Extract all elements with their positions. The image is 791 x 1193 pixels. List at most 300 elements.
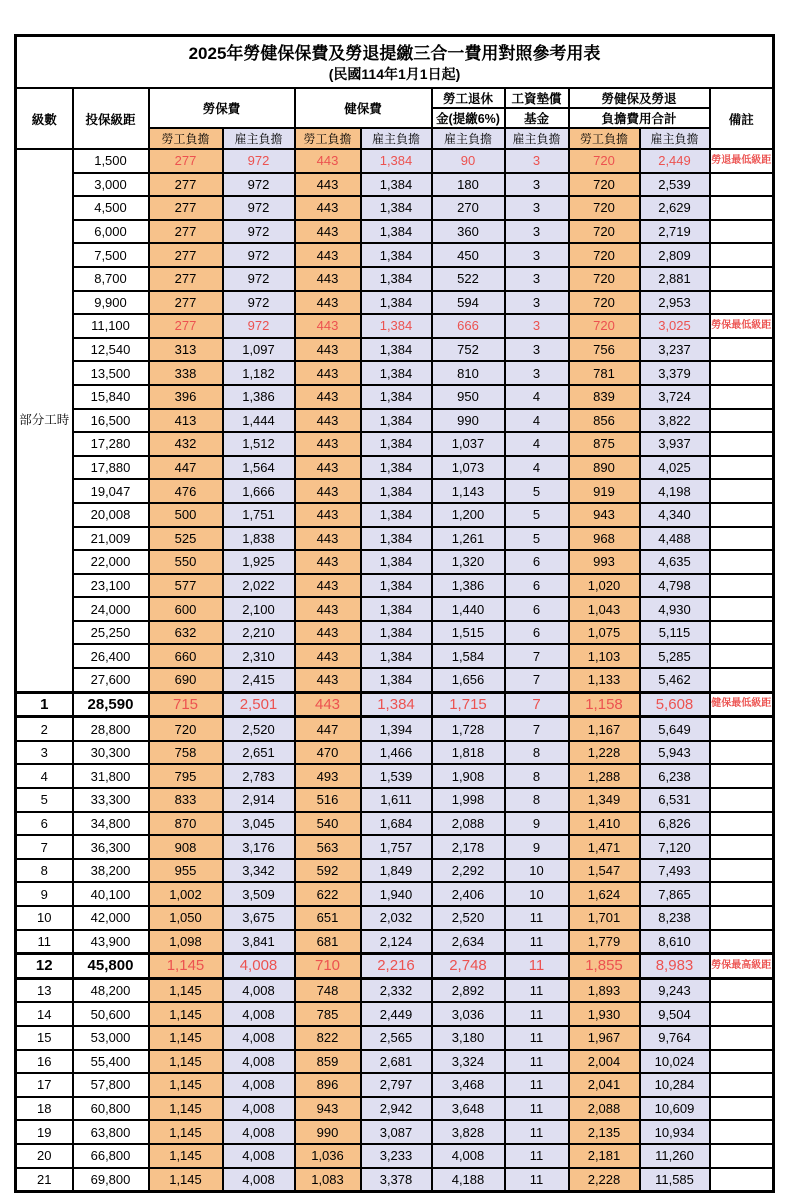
cell-total-employee: 1,701	[569, 906, 640, 930]
premium-comparison-table	[14, 34, 775, 1193]
cell-salary-bracket: 15,840	[73, 385, 149, 409]
cell-labor-fee-employee: 277	[149, 243, 223, 267]
cell-pension-employer: 2,634	[432, 930, 505, 954]
cell-labor-fee-employer: 1,751	[223, 503, 295, 527]
cell-total-employee: 720	[569, 149, 640, 173]
cell-labor-fee-employer: 972	[223, 243, 295, 267]
cell-remark	[710, 527, 774, 551]
cell-labor-fee-employer: 3,841	[223, 930, 295, 954]
page-title: 2025年勞健保保費及勞退提繳三合一費用對照參考用表	[188, 43, 601, 63]
cell-labor-fee-employee: 955	[149, 859, 223, 883]
cell-total-employer: 3,724	[640, 385, 710, 409]
cell-remark: 勞退最低級距	[710, 149, 774, 173]
cell-remark	[710, 1002, 774, 1026]
cell-labor-fee-employee: 1,145	[149, 1097, 223, 1121]
table-row	[16, 479, 774, 503]
cell-total-employer: 3,822	[640, 409, 710, 433]
table-row	[16, 409, 774, 433]
cell-labor-fee-employee: 525	[149, 527, 223, 551]
col-header-salary: 投保級距	[73, 88, 149, 149]
cell-labor-fee-employer: 1,564	[223, 456, 295, 480]
cell-labor-fee-employee: 550	[149, 550, 223, 574]
cell-total-employee: 2,228	[569, 1168, 640, 1192]
cell-total-employer: 5,285	[640, 644, 710, 668]
cell-total-employee: 720	[569, 291, 640, 315]
cell-salary-bracket: 45,800	[73, 954, 149, 979]
table-row	[16, 338, 774, 362]
cell-remark: 勞保最高級距	[710, 954, 774, 979]
cell-wage-fund-employer: 11	[505, 1026, 569, 1050]
cell-labor-fee-employer: 972	[223, 220, 295, 244]
cell-total-employer: 5,608	[640, 692, 710, 717]
cell-wage-fund-employer: 3	[505, 173, 569, 197]
cell-wage-fund-employer: 4	[505, 432, 569, 456]
cell-pension-employer: 1,261	[432, 527, 505, 551]
cell-salary-bracket: 34,800	[73, 812, 149, 836]
cell-wage-fund-employer: 11	[505, 1168, 569, 1192]
cell-pension-employer: 1,143	[432, 479, 505, 503]
cell-labor-fee-employee: 577	[149, 574, 223, 598]
cell-level: 13	[16, 978, 73, 1002]
cell-total-employer: 2,629	[640, 196, 710, 220]
cell-health-fee-employee: 681	[295, 930, 361, 954]
cell-total-employer: 7,120	[640, 835, 710, 859]
cell-pension-employer: 594	[432, 291, 505, 315]
cell-remark	[710, 291, 774, 315]
cell-total-employer: 3,937	[640, 432, 710, 456]
cell-health-fee-employer: 1,394	[361, 717, 432, 741]
table-row	[16, 741, 774, 765]
cell-total-employee: 720	[569, 196, 640, 220]
subheader-labor-employee: 勞工負擔	[149, 128, 223, 149]
cell-labor-fee-employee: 1,145	[149, 1120, 223, 1144]
cell-pension-employer: 3,468	[432, 1073, 505, 1097]
table-row	[16, 1026, 774, 1050]
cell-health-fee-employee: 859	[295, 1050, 361, 1074]
cell-health-fee-employee: 443	[295, 692, 361, 717]
cell-salary-bracket: 50,600	[73, 1002, 149, 1026]
subheader-pension-employer: 雇主負擔	[432, 128, 505, 149]
cell-health-fee-employee: 443	[295, 456, 361, 480]
col-header-pension-line1: 勞工退休	[432, 88, 505, 108]
cell-wage-fund-employer: 11	[505, 1073, 569, 1097]
cell-total-employee: 720	[569, 267, 640, 291]
cell-total-employer: 6,238	[640, 764, 710, 788]
cell-remark	[710, 196, 774, 220]
cell-salary-bracket: 28,590	[73, 692, 149, 717]
cell-level: 18	[16, 1097, 73, 1121]
cell-health-fee-employer: 2,681	[361, 1050, 432, 1074]
cell-health-fee-employee: 563	[295, 835, 361, 859]
cell-wage-fund-employer: 9	[505, 812, 569, 836]
cell-health-fee-employer: 2,942	[361, 1097, 432, 1121]
cell-total-employee: 890	[569, 456, 640, 480]
cell-remark	[710, 741, 774, 765]
cell-total-employee: 1,471	[569, 835, 640, 859]
cell-salary-bracket: 53,000	[73, 1026, 149, 1050]
cell-level: 1	[16, 692, 73, 717]
cell-health-fee-employee: 822	[295, 1026, 361, 1050]
cell-labor-fee-employer: 1,666	[223, 479, 295, 503]
cell-wage-fund-employer: 3	[505, 149, 569, 173]
cell-remark	[710, 906, 774, 930]
cell-labor-fee-employee: 277	[149, 267, 223, 291]
level-group-part-time: 部分工時	[16, 149, 73, 692]
table-row	[16, 835, 774, 859]
cell-health-fee-employer: 1,384	[361, 479, 432, 503]
cell-labor-fee-employee: 338	[149, 361, 223, 385]
table-row	[16, 361, 774, 385]
table-row	[16, 1002, 774, 1026]
cell-labor-fee-employer: 4,008	[223, 1073, 295, 1097]
cell-pension-employer: 270	[432, 196, 505, 220]
cell-labor-fee-employee: 632	[149, 621, 223, 645]
cell-total-employee: 2,041	[569, 1073, 640, 1097]
cell-total-employer: 2,449	[640, 149, 710, 173]
cell-health-fee-employee: 896	[295, 1073, 361, 1097]
cell-labor-fee-employer: 4,008	[223, 1168, 295, 1192]
cell-health-fee-employer: 1,384	[361, 196, 432, 220]
cell-salary-bracket: 25,250	[73, 621, 149, 645]
cell-total-employee: 720	[569, 220, 640, 244]
cell-health-fee-employee: 443	[295, 644, 361, 668]
cell-total-employer: 8,983	[640, 954, 710, 979]
subheader-total-employee: 勞工負擔	[569, 128, 640, 149]
cell-health-fee-employer: 2,124	[361, 930, 432, 954]
cell-labor-fee-employee: 1,050	[149, 906, 223, 930]
cell-total-employee: 1,547	[569, 859, 640, 883]
cell-total-employer: 11,260	[640, 1144, 710, 1168]
cell-labor-fee-employer: 4,008	[223, 1002, 295, 1026]
cell-health-fee-employer: 1,849	[361, 859, 432, 883]
table-row	[16, 1120, 774, 1144]
cell-remark	[710, 978, 774, 1002]
cell-pension-employer: 3,180	[432, 1026, 505, 1050]
cell-level: 11	[16, 930, 73, 954]
cell-health-fee-employee: 443	[295, 338, 361, 362]
cell-wage-fund-employer: 3	[505, 267, 569, 291]
cell-labor-fee-employer: 2,100	[223, 597, 295, 621]
cell-total-employer: 4,798	[640, 574, 710, 598]
cell-wage-fund-employer: 11	[505, 1050, 569, 1074]
cell-total-employee: 1,133	[569, 668, 640, 692]
cell-pension-employer: 3,324	[432, 1050, 505, 1074]
cell-total-employer: 2,539	[640, 173, 710, 197]
cell-total-employee: 875	[569, 432, 640, 456]
cell-total-employee: 2,181	[569, 1144, 640, 1168]
table-row	[16, 597, 774, 621]
cell-labor-fee-employer: 972	[223, 314, 295, 338]
cell-salary-bracket: 20,008	[73, 503, 149, 527]
cell-total-employee: 1,855	[569, 954, 640, 979]
cell-pension-employer: 1,440	[432, 597, 505, 621]
cell-health-fee-employee: 443	[295, 432, 361, 456]
cell-health-fee-employee: 1,083	[295, 1168, 361, 1192]
cell-total-employer: 2,953	[640, 291, 710, 315]
cell-health-fee-employee: 443	[295, 361, 361, 385]
cell-labor-fee-employer: 972	[223, 291, 295, 315]
cell-labor-fee-employee: 720	[149, 717, 223, 741]
cell-labor-fee-employer: 2,210	[223, 621, 295, 645]
cell-labor-fee-employer: 3,342	[223, 859, 295, 883]
cell-total-employee: 1,967	[569, 1026, 640, 1050]
cell-health-fee-employer: 1,384	[361, 149, 432, 173]
cell-salary-bracket: 7,500	[73, 243, 149, 267]
cell-salary-bracket: 63,800	[73, 1120, 149, 1144]
table-row	[16, 621, 774, 645]
cell-labor-fee-employer: 2,022	[223, 574, 295, 598]
cell-health-fee-employer: 1,384	[361, 291, 432, 315]
cell-labor-fee-employer: 1,512	[223, 432, 295, 456]
cell-wage-fund-employer: 7	[505, 717, 569, 741]
cell-health-fee-employee: 651	[295, 906, 361, 930]
table-row	[16, 267, 774, 291]
cell-salary-bracket: 60,800	[73, 1097, 149, 1121]
table-row	[16, 930, 774, 954]
cell-remark	[710, 456, 774, 480]
cell-labor-fee-employer: 4,008	[223, 1026, 295, 1050]
table-row	[16, 692, 774, 717]
cell-labor-fee-employer: 972	[223, 267, 295, 291]
cell-salary-bracket: 43,900	[73, 930, 149, 954]
cell-total-employee: 1,288	[569, 764, 640, 788]
table-row	[16, 954, 774, 979]
cell-labor-fee-employer: 4,008	[223, 1050, 295, 1074]
cell-level: 5	[16, 788, 73, 812]
cell-health-fee-employer: 2,797	[361, 1073, 432, 1097]
cell-wage-fund-employer: 3	[505, 338, 569, 362]
cell-labor-fee-employer: 972	[223, 149, 295, 173]
cell-total-employer: 6,531	[640, 788, 710, 812]
cell-wage-fund-employer: 4	[505, 385, 569, 409]
cell-total-employee: 856	[569, 409, 640, 433]
cell-total-employee: 1,167	[569, 717, 640, 741]
cell-pension-employer: 4,188	[432, 1168, 505, 1192]
cell-health-fee-employer: 1,539	[361, 764, 432, 788]
cell-pension-employer: 450	[432, 243, 505, 267]
cell-salary-bracket: 57,800	[73, 1073, 149, 1097]
cell-labor-fee-employee: 1,098	[149, 930, 223, 954]
cell-level: 2	[16, 717, 73, 741]
cell-total-employer: 9,764	[640, 1026, 710, 1050]
cell-labor-fee-employee: 833	[149, 788, 223, 812]
cell-pension-employer: 1,998	[432, 788, 505, 812]
title-row	[16, 36, 774, 89]
cell-wage-fund-employer: 3	[505, 243, 569, 267]
cell-remark	[710, 812, 774, 836]
cell-total-employee: 1,930	[569, 1002, 640, 1026]
cell-total-employee: 839	[569, 385, 640, 409]
cell-remark	[710, 835, 774, 859]
cell-health-fee-employer: 1,384	[361, 621, 432, 645]
cell-total-employee: 1,779	[569, 930, 640, 954]
cell-health-fee-employee: 443	[295, 621, 361, 645]
cell-labor-fee-employee: 600	[149, 597, 223, 621]
table-row	[16, 906, 774, 930]
cell-labor-fee-employee: 908	[149, 835, 223, 859]
cell-remark	[710, 432, 774, 456]
cell-salary-bracket: 38,200	[73, 859, 149, 883]
cell-salary-bracket: 55,400	[73, 1050, 149, 1074]
cell-pension-employer: 1,200	[432, 503, 505, 527]
cell-wage-fund-employer: 11	[505, 1144, 569, 1168]
cell-total-employer: 4,025	[640, 456, 710, 480]
cell-labor-fee-employer: 2,651	[223, 741, 295, 765]
cell-total-employee: 1,410	[569, 812, 640, 836]
cell-salary-bracket: 40,100	[73, 882, 149, 906]
cell-salary-bracket: 11,100	[73, 314, 149, 338]
cell-salary-bracket: 3,000	[73, 173, 149, 197]
cell-salary-bracket: 13,500	[73, 361, 149, 385]
cell-salary-bracket: 21,009	[73, 527, 149, 551]
cell-health-fee-employee: 710	[295, 954, 361, 979]
cell-labor-fee-employer: 4,008	[223, 1120, 295, 1144]
cell-remark	[710, 479, 774, 503]
table-row	[16, 385, 774, 409]
cell-total-employer: 10,609	[640, 1097, 710, 1121]
cell-health-fee-employee: 443	[295, 267, 361, 291]
cell-pension-employer: 180	[432, 173, 505, 197]
cell-pension-employer: 2,292	[432, 859, 505, 883]
cell-labor-fee-employer: 3,509	[223, 882, 295, 906]
cell-health-fee-employer: 1,611	[361, 788, 432, 812]
cell-health-fee-employee: 748	[295, 978, 361, 1002]
subheader-total-employer: 雇主負擔	[640, 128, 710, 149]
cell-salary-bracket: 22,000	[73, 550, 149, 574]
cell-wage-fund-employer: 3	[505, 196, 569, 220]
cell-level: 8	[16, 859, 73, 883]
cell-health-fee-employee: 443	[295, 550, 361, 574]
cell-total-employee: 1,075	[569, 621, 640, 645]
cell-total-employer: 8,610	[640, 930, 710, 954]
cell-labor-fee-employee: 476	[149, 479, 223, 503]
cell-health-fee-employer: 3,378	[361, 1168, 432, 1192]
table-row	[16, 527, 774, 551]
cell-health-fee-employee: 470	[295, 741, 361, 765]
cell-total-employee: 1,103	[569, 644, 640, 668]
cell-total-employee: 968	[569, 527, 640, 551]
cell-wage-fund-employer: 4	[505, 409, 569, 433]
cell-remark	[710, 574, 774, 598]
subheader-health-employer: 雇主負擔	[361, 128, 432, 149]
page-subtitle: (民國114年1月1日起)	[328, 65, 461, 82]
cell-remark	[710, 1097, 774, 1121]
cell-labor-fee-employee: 277	[149, 173, 223, 197]
cell-labor-fee-employee: 690	[149, 668, 223, 692]
cell-total-employee: 1,624	[569, 882, 640, 906]
cell-labor-fee-employee: 1,145	[149, 1026, 223, 1050]
table-row	[16, 764, 774, 788]
cell-total-employer: 3,379	[640, 361, 710, 385]
cell-total-employer: 10,284	[640, 1073, 710, 1097]
cell-labor-fee-employer: 2,914	[223, 788, 295, 812]
cell-health-fee-employer: 1,384	[361, 361, 432, 385]
cell-health-fee-employer: 2,565	[361, 1026, 432, 1050]
cell-salary-bracket: 1,500	[73, 149, 149, 173]
subheader-labor-employer: 雇主負擔	[223, 128, 295, 149]
cell-health-fee-employer: 1,384	[361, 644, 432, 668]
cell-labor-fee-employee: 1,145	[149, 1002, 223, 1026]
col-header-wage-fund-line2: 基金	[505, 108, 569, 128]
cell-pension-employer: 1,073	[432, 456, 505, 480]
cell-labor-fee-employee: 1,145	[149, 1168, 223, 1192]
cell-labor-fee-employee: 795	[149, 764, 223, 788]
cell-total-employee: 720	[569, 314, 640, 338]
cell-remark	[710, 503, 774, 527]
cell-wage-fund-employer: 11	[505, 1097, 569, 1121]
cell-labor-fee-employer: 2,310	[223, 644, 295, 668]
cell-health-fee-employee: 443	[295, 314, 361, 338]
cell-labor-fee-employer: 3,045	[223, 812, 295, 836]
cell-salary-bracket: 30,300	[73, 741, 149, 765]
cell-health-fee-employer: 1,384	[361, 527, 432, 551]
cell-health-fee-employer: 1,384	[361, 338, 432, 362]
table-row	[16, 812, 774, 836]
col-header-pension-line2: 金(提繳6%)	[432, 108, 505, 128]
cell-pension-employer: 810	[432, 361, 505, 385]
cell-level: 14	[16, 1002, 73, 1026]
cell-total-employer: 2,881	[640, 267, 710, 291]
cell-total-employer: 5,649	[640, 717, 710, 741]
cell-remark	[710, 597, 774, 621]
col-header-health-fee: 健保費	[295, 88, 432, 128]
cell-salary-bracket: 8,700	[73, 267, 149, 291]
cell-level: 15	[16, 1026, 73, 1050]
table-row	[16, 173, 774, 197]
cell-total-employee: 1,020	[569, 574, 640, 598]
cell-labor-fee-employee: 1,145	[149, 1073, 223, 1097]
cell-labor-fee-employer: 2,415	[223, 668, 295, 692]
cell-health-fee-employee: 1,036	[295, 1144, 361, 1168]
col-header-labor-fee: 勞保費	[149, 88, 295, 128]
cell-labor-fee-employee: 758	[149, 741, 223, 765]
cell-total-employer: 5,115	[640, 621, 710, 645]
cell-health-fee-employee: 443	[295, 149, 361, 173]
cell-labor-fee-employee: 277	[149, 220, 223, 244]
cell-pension-employer: 2,088	[432, 812, 505, 836]
cell-total-employee: 1,893	[569, 978, 640, 1002]
cell-level: 17	[16, 1073, 73, 1097]
cell-wage-fund-employer: 5	[505, 503, 569, 527]
cell-wage-fund-employer: 5	[505, 527, 569, 551]
cell-salary-bracket: 33,300	[73, 788, 149, 812]
table-row	[16, 1050, 774, 1074]
cell-health-fee-employer: 1,384	[361, 267, 432, 291]
cell-wage-fund-employer: 7	[505, 644, 569, 668]
cell-total-employee: 720	[569, 173, 640, 197]
cell-total-employee: 720	[569, 243, 640, 267]
cell-health-fee-employer: 1,384	[361, 314, 432, 338]
cell-health-fee-employer: 1,384	[361, 668, 432, 692]
cell-salary-bracket: 27,600	[73, 668, 149, 692]
cell-health-fee-employee: 943	[295, 1097, 361, 1121]
cell-labor-fee-employer: 1,925	[223, 550, 295, 574]
cell-wage-fund-employer: 8	[505, 741, 569, 765]
cell-wage-fund-employer: 11	[505, 906, 569, 930]
cell-salary-bracket: 24,000	[73, 597, 149, 621]
cell-labor-fee-employee: 1,145	[149, 1144, 223, 1168]
cell-health-fee-employer: 1,384	[361, 220, 432, 244]
col-header-level: 級數	[16, 88, 73, 149]
cell-health-fee-employer: 1,384	[361, 503, 432, 527]
cell-labor-fee-employer: 3,675	[223, 906, 295, 930]
cell-wage-fund-employer: 5	[505, 479, 569, 503]
cell-health-fee-employer: 1,384	[361, 173, 432, 197]
cell-wage-fund-employer: 10	[505, 859, 569, 883]
cell-level: 9	[16, 882, 73, 906]
cell-wage-fund-employer: 6	[505, 550, 569, 574]
cell-remark	[710, 717, 774, 741]
